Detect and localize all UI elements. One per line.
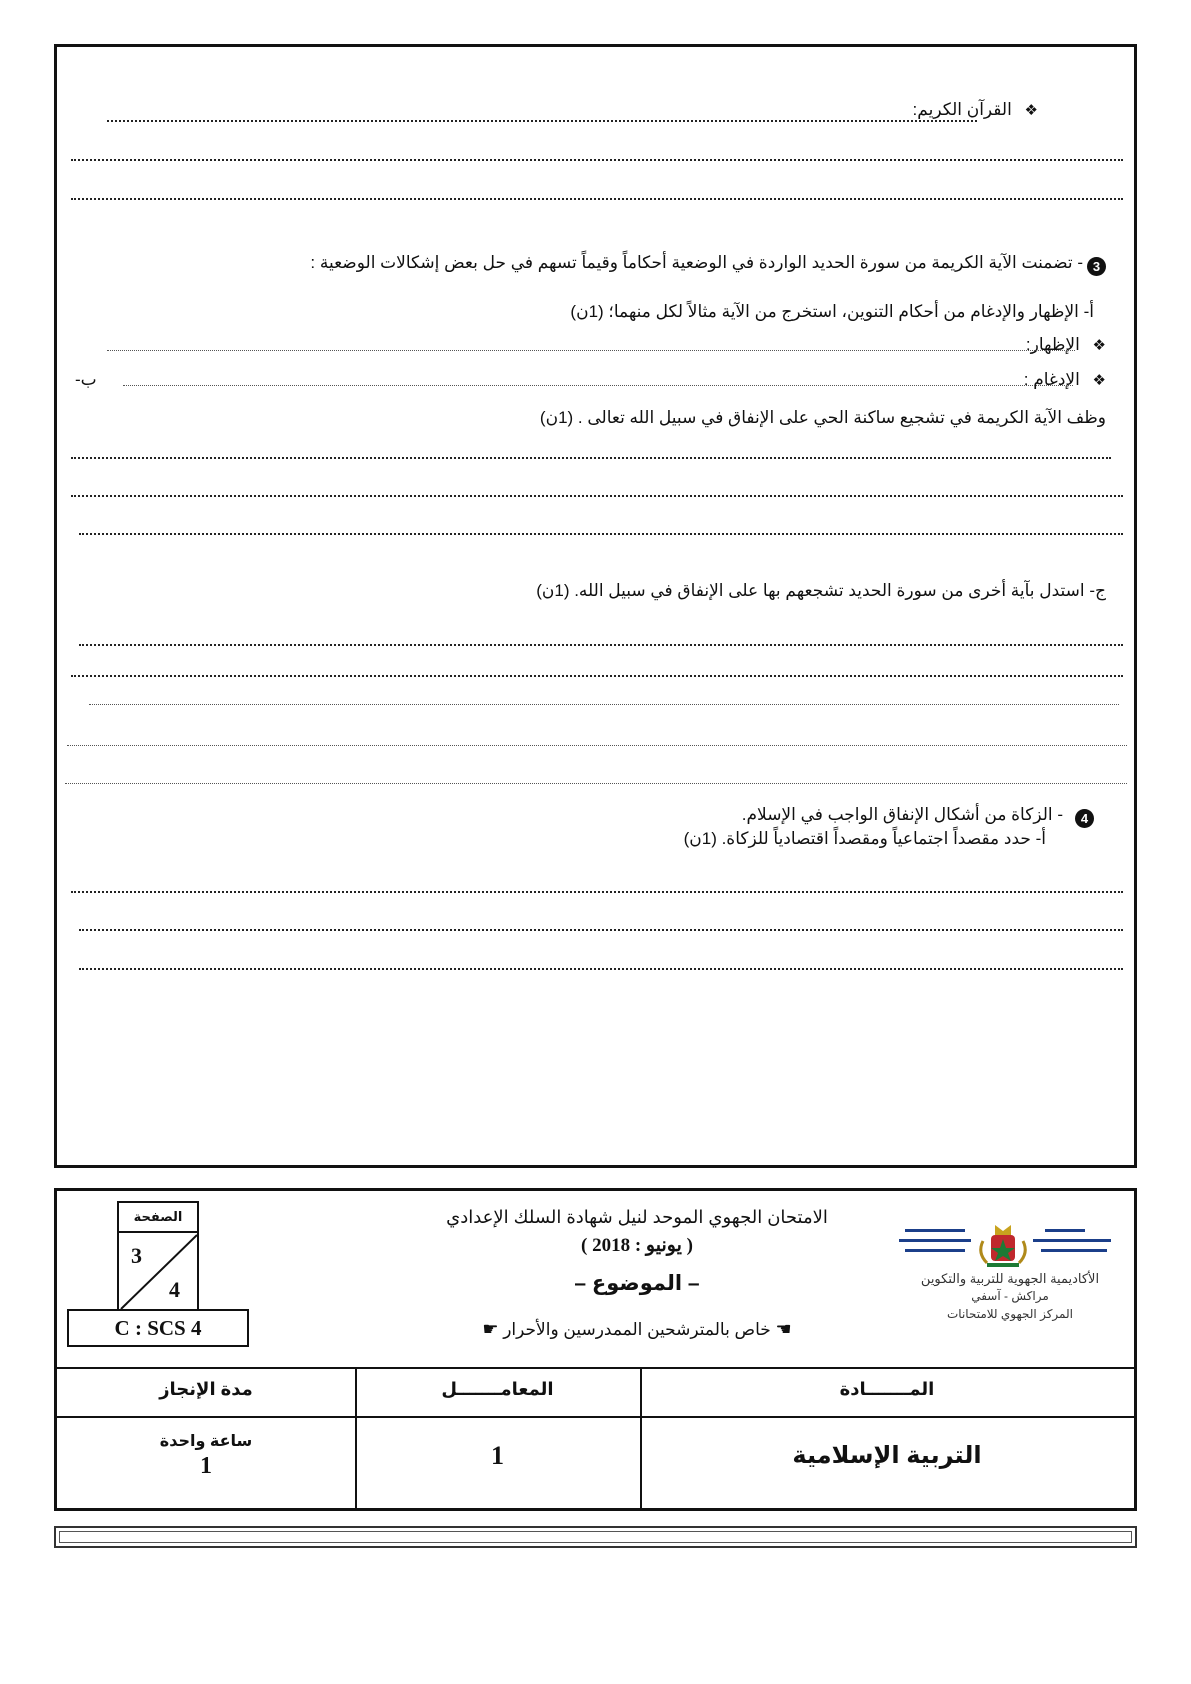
logo-line-2: مراكش - آسفي — [971, 1289, 1049, 1303]
answer-line[interactable] — [79, 644, 1123, 646]
logo-line-3: المركز الجهوي للامتحانات — [947, 1307, 1073, 1321]
column-header-subject: المـــــــادة — [839, 1379, 935, 1399]
answer-line[interactable] — [71, 198, 1123, 200]
answer-line[interactable] — [71, 891, 1123, 893]
question-3a-text: أ- الإظهار والإدغام من أحكام التنوين، استخرج من الآية مثالاً لكل منهما؛ (1ن) — [570, 302, 1094, 321]
bottom-border-strip — [54, 1526, 1137, 1548]
answer-line[interactable] — [67, 745, 1127, 746]
answer-line[interactable] — [79, 929, 1123, 931]
exam-date: ( يونيو : 2018 ) — [581, 1235, 693, 1256]
answer-line[interactable] — [79, 968, 1123, 970]
quran-label: القرآن الكريم: — [912, 100, 1012, 119]
question-number-badge: 3 — [1087, 257, 1106, 276]
subject-label: – الموضوع – — [574, 1272, 700, 1295]
answer-line[interactable] — [71, 675, 1123, 677]
ministry-logo — [895, 1221, 1125, 1341]
question-3b-text: وظف الآية الكريمة في تشجيع ساكنة الحي على الإنفاق في سبيل الله تعالى . (1ن) — [539, 408, 1106, 427]
answer-line[interactable] — [65, 783, 1127, 784]
page-total: 4 — [169, 1277, 180, 1302]
exam-code: C : SCS 4 — [67, 1309, 249, 1347]
column-header-duration: مدة الإنجاز — [159, 1379, 253, 1399]
subject-value: التربية الإسلامية — [792, 1442, 982, 1469]
column-header-coefficient: المعامـــــــل — [441, 1379, 554, 1399]
duration-value: 1 — [200, 1453, 212, 1479]
question-3c — [536, 580, 1106, 602]
pointing-hand-left-icon: ☚ — [775, 1319, 792, 1339]
question-3 — [310, 252, 1106, 276]
page-current: 3 — [131, 1243, 142, 1268]
page-label: الصفحة — [133, 1209, 183, 1224]
question-number-badge: 4 — [1075, 809, 1094, 828]
quran-line — [913, 99, 1038, 122]
diamond-bullet-icon: ❖ — [1024, 102, 1038, 119]
izhar-label: الإظهار: — [1025, 335, 1080, 354]
question-3c-text: ج- استدل بآية أخرى من سورة الحديد تشجعهم بها على الإنفاق في سبيل الله. (1ن) — [536, 581, 1106, 600]
idgham-line — [1024, 369, 1106, 392]
coefficient-value: 1 — [491, 1441, 504, 1470]
question-3a — [570, 301, 1094, 323]
answer-line[interactable] — [71, 495, 1123, 497]
question-3-text: - تضمنت الآية الكريمة من سورة الحديد الواردة في الوضعية أحكاماً وقيماً تسهم في حل بعض إشكالات الوضعية : — [310, 253, 1083, 272]
logo-line-1: الأكاديمية الجهوية للتربية والتكوين — [920, 1271, 1100, 1286]
diamond-bullet-icon: ❖ — [1092, 372, 1106, 389]
question-4a-text: أ- حدد مقصداً اجتماعياً ومقصداً اقتصادياً للزكاة. (1ن) — [683, 829, 1046, 848]
question-4 — [742, 804, 1094, 828]
exam-header — [54, 1188, 1137, 1511]
b-marker: ب- — [75, 370, 97, 389]
idgham-label: الإدغام : — [1023, 370, 1080, 389]
duration-text: ساعة واحدة — [159, 1433, 253, 1450]
page-number-box — [117, 1201, 199, 1311]
answer-line[interactable] — [107, 350, 1075, 351]
answer-line[interactable] — [79, 533, 1123, 535]
answer-line[interactable] — [89, 704, 1119, 705]
question-4-text: - الزكاة من أشكال الإنفاق الواجب في الإسلام. — [741, 805, 1063, 824]
question-4a — [684, 828, 1046, 850]
answer-line[interactable] — [71, 457, 1111, 459]
question-box — [54, 44, 1137, 1168]
answer-line[interactable] — [71, 159, 1123, 161]
question-3b — [540, 407, 1106, 429]
answer-line[interactable] — [107, 120, 977, 122]
candidates-note: ☚ خاص بالمترشحين الممدرسين والأحرار ☛ — [482, 1319, 792, 1339]
answer-line[interactable] — [123, 385, 1073, 386]
izhar-line — [1026, 334, 1106, 357]
diamond-bullet-icon: ❖ — [1092, 337, 1106, 354]
pointing-hand-right-icon: ☛ — [482, 1319, 499, 1339]
exam-title: الامتحان الجهوي الموحد لنيل شهادة السلك الإعدادي — [446, 1207, 828, 1227]
